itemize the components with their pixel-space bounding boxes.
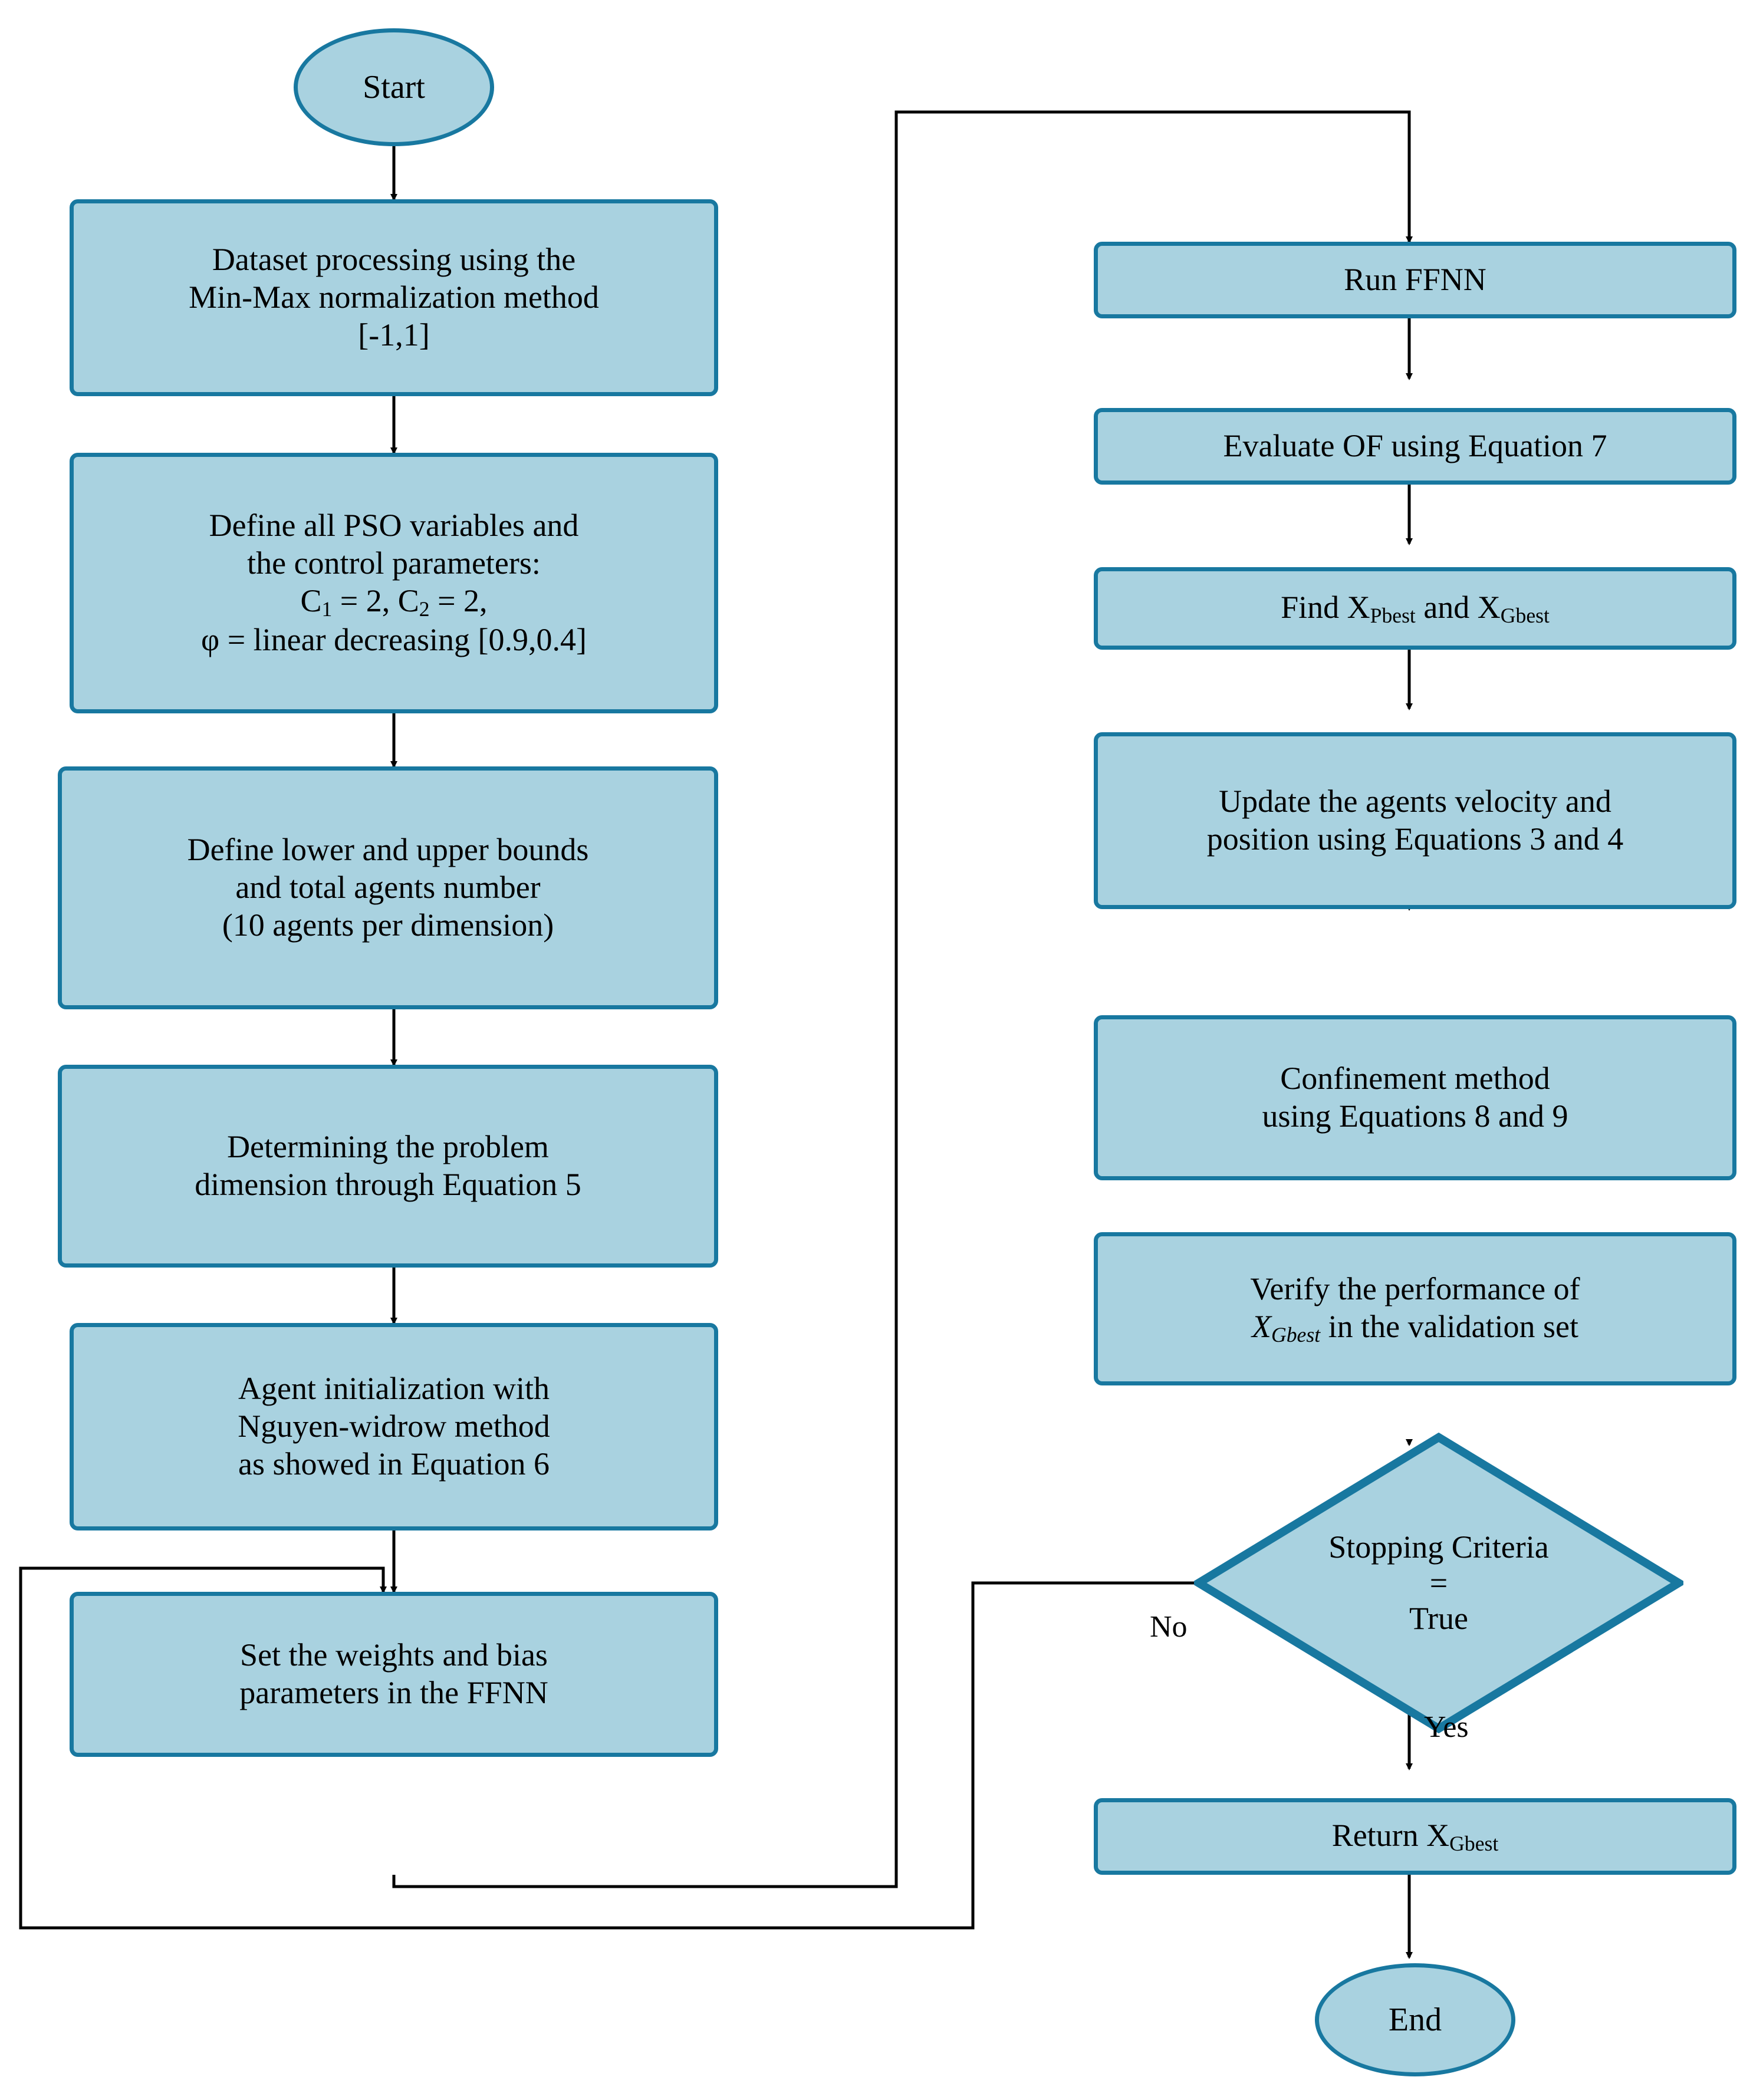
edge-label-no: No xyxy=(1150,1610,1188,1644)
node-agent-initialization-line-2: Nguyen-widrow method xyxy=(238,1408,550,1444)
node-define-bounds-line-2: and total agents number xyxy=(235,870,541,906)
node-define-pso-line-1: Define all PSO variables and xyxy=(209,508,579,544)
node-define-pso-variables xyxy=(70,453,718,713)
symbol-pbest-sub: Pbest xyxy=(1370,603,1416,627)
symbol-c1-sub: 1 xyxy=(321,597,333,621)
node-define-bounds-line-3: (10 agents per dimension) xyxy=(222,907,554,943)
node-set-weights-line-1: Set the weights and bias xyxy=(240,1637,548,1673)
node-confinement xyxy=(1094,1015,1736,1180)
node-start-label: Start xyxy=(363,69,425,106)
node-stopping-criteria-line-2: = xyxy=(1429,1565,1448,1601)
node-run-ffnn xyxy=(1094,242,1736,318)
node-update-agents-line-1: Update the agents velocity and xyxy=(1219,784,1611,819)
node-stopping-criteria-line-3: True xyxy=(1409,1601,1469,1637)
edge-label-yes: Yes xyxy=(1424,1710,1469,1744)
node-define-bounds xyxy=(58,766,718,1009)
node-agent-initialization-line-1: Agent initialization with xyxy=(238,1371,550,1407)
node-dataset-processing xyxy=(70,199,718,396)
node-stopping-criteria-line-1: Stopping Criteria xyxy=(1328,1529,1549,1565)
node-evaluate-of xyxy=(1094,408,1736,485)
symbol-x-pbest: X xyxy=(1347,590,1370,626)
symbol-gbest-sub-verify: Gbest xyxy=(1271,1322,1321,1347)
node-set-weights xyxy=(70,1592,718,1757)
symbol-c2: C xyxy=(397,582,419,618)
node-return-gbest-label: Return $X_{Gbest}$ xyxy=(1331,1818,1499,1855)
node-update-agents xyxy=(1094,732,1736,909)
node-start xyxy=(294,28,494,146)
node-determine-dimension-line-1: Determining the problem xyxy=(227,1129,549,1165)
symbol-c2-sub: 2 xyxy=(419,597,430,621)
node-find-best-label: Find $X_{Pbest}$ and $X_{Gbest}$ xyxy=(1281,590,1550,627)
node-stopping-criteria xyxy=(1194,1433,1683,1733)
node-set-weights-line-2: parameters in the FFNN xyxy=(239,1675,548,1710)
node-dataset-processing-line-1: Dataset processing using the xyxy=(212,242,576,278)
node-verify-line-1: Verify the performance of xyxy=(1250,1271,1580,1307)
symbol-x-gbest-verify: X xyxy=(1251,1308,1271,1344)
node-run-ffnn-label: Run FFNN xyxy=(1344,262,1486,298)
symbol-x-gbest: X xyxy=(1477,590,1501,626)
node-update-agents-line-2: position using Equations 3 and 4 xyxy=(1206,821,1624,857)
node-agent-initialization-line-3: as showed in Equation 6 xyxy=(238,1446,550,1482)
symbol-gbest-sub: Gbest xyxy=(1500,603,1550,627)
node-return-gbest xyxy=(1094,1798,1736,1875)
node-define-pso-line-2: the control parameters: xyxy=(247,545,541,581)
node-end-label: End xyxy=(1388,2002,1442,2038)
node-verify-performance xyxy=(1094,1232,1736,1385)
node-end xyxy=(1315,1963,1515,2076)
node-define-bounds-line-1: Define lower and upper bounds xyxy=(187,832,589,868)
node-define-pso-line-3: $C_1 = 2$, $C_2 = 2$, xyxy=(300,582,488,621)
node-verify-line-2: $X_{Gbest}$ in the validation set xyxy=(1251,1308,1579,1347)
node-confinement-line-2: using Equations 8 and 9 xyxy=(1262,1098,1568,1134)
node-dataset-processing-line-3: [-1,1] xyxy=(358,317,430,353)
symbol-c1: C xyxy=(300,582,322,618)
node-determine-dimension-line-2: dimension through Equation 5 xyxy=(195,1167,581,1202)
symbol-gbest-sub-return: Gbest xyxy=(1449,1831,1499,1855)
node-determine-dimension xyxy=(58,1065,718,1268)
symbol-x-return: X xyxy=(1426,1818,1450,1854)
node-agent-initialization xyxy=(70,1323,718,1530)
node-find-best xyxy=(1094,567,1736,650)
node-confinement-line-1: Confinement method xyxy=(1280,1061,1550,1097)
node-define-pso-line-4: φ = linear decreasing [0.9,0.4] xyxy=(201,621,587,657)
node-dataset-processing-line-2: Min-Max normalization method xyxy=(189,279,599,315)
node-evaluate-of-label: Evaluate OF using Equation 7 xyxy=(1223,428,1607,464)
